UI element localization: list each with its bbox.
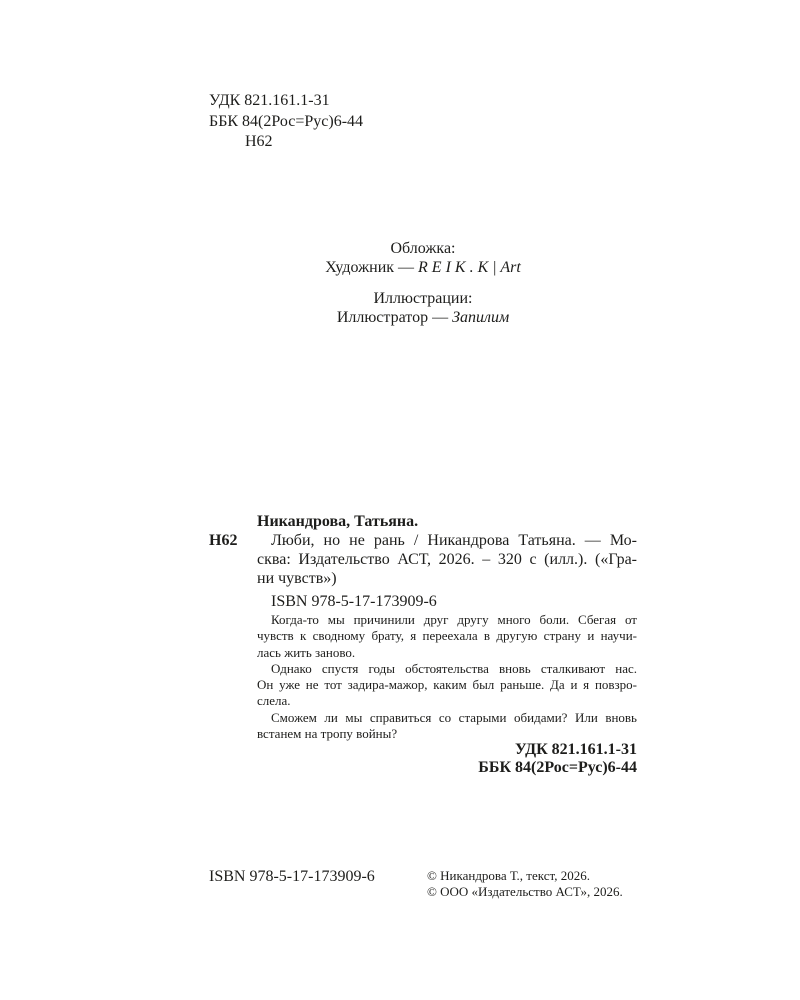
card-bbk-code: ББК 84(2Рос=Рус)6-44 [478, 759, 637, 776]
copyright-line: © ООО «Издательство АСТ», 2026. [427, 883, 623, 899]
card-udk-code: УДК 821.161.1-31 [514, 741, 637, 758]
illustrations-label: Иллюстрации: [373, 289, 473, 307]
footer-copyright-block [427, 868, 623, 900]
annotation-line: Он уже не тот задира-мажор, каким был раньше. Да и я повзро- [257, 677, 637, 693]
copyright-line: © Никандрова Т., текст, 2026. [427, 867, 590, 883]
top-classification-block [209, 91, 363, 153]
illustrator-role: Иллюстратор — [336, 308, 449, 326]
annotation-line: Сможем ли мы справиться со старыми обидами? Или вновь [271, 709, 637, 725]
card-author-heading: Никандрова, Татьяна. [257, 512, 419, 530]
udk-code: УДК 821.161.1-31 [209, 92, 330, 109]
card-author-mark: Н62 [209, 531, 238, 549]
annotation-line: чувств к сводному брату, я переехала в другую страну и научи- [257, 628, 637, 644]
card-annotation [257, 612, 637, 742]
footer-isbn: ISBN 978-5-17-173909-6 [209, 867, 375, 885]
annotation-line: Однако спустя годы обстоятельства вновь сталкивают нас. [271, 660, 637, 676]
card-description-line: Люби, но не рань / Никандрова Татьяна. — Мо- [271, 531, 637, 549]
illustrator-name: Запилим [452, 308, 510, 326]
annotation-line: лась жить заново. [257, 644, 356, 660]
cover-credit-block [223, 239, 623, 277]
illustrations-credit-block [223, 289, 623, 327]
annotation-line: слела. [257, 693, 291, 709]
cover-artist-role: Художник — [325, 258, 415, 276]
catalog-card-heading [257, 512, 637, 588]
illustrator-line [223, 308, 623, 327]
cover-artist-name: R E I K . K | Art [418, 258, 521, 276]
cover-artist-line [223, 258, 623, 277]
card-isbn [257, 592, 637, 611]
card-classification-index [257, 741, 637, 777]
annotation-line: Когда-то мы причинили друг другу много боли. Сбегая от [271, 612, 637, 627]
author-mark: Н62 [245, 133, 273, 150]
card-description-line: сква: Издательство АСТ, 2026. – 320 с (илл.). («Гра- [257, 550, 637, 568]
annotation-line: встанем на тропу войны? [257, 726, 398, 742]
card-isbn-text: ISBN 978-5-17-173909-6 [271, 592, 437, 610]
card-description-line: ни чувств») [257, 569, 337, 587]
cover-label: Обложка: [390, 239, 456, 257]
bbk-code: ББК 84(2Рос=Рус)6-44 [209, 112, 364, 130]
